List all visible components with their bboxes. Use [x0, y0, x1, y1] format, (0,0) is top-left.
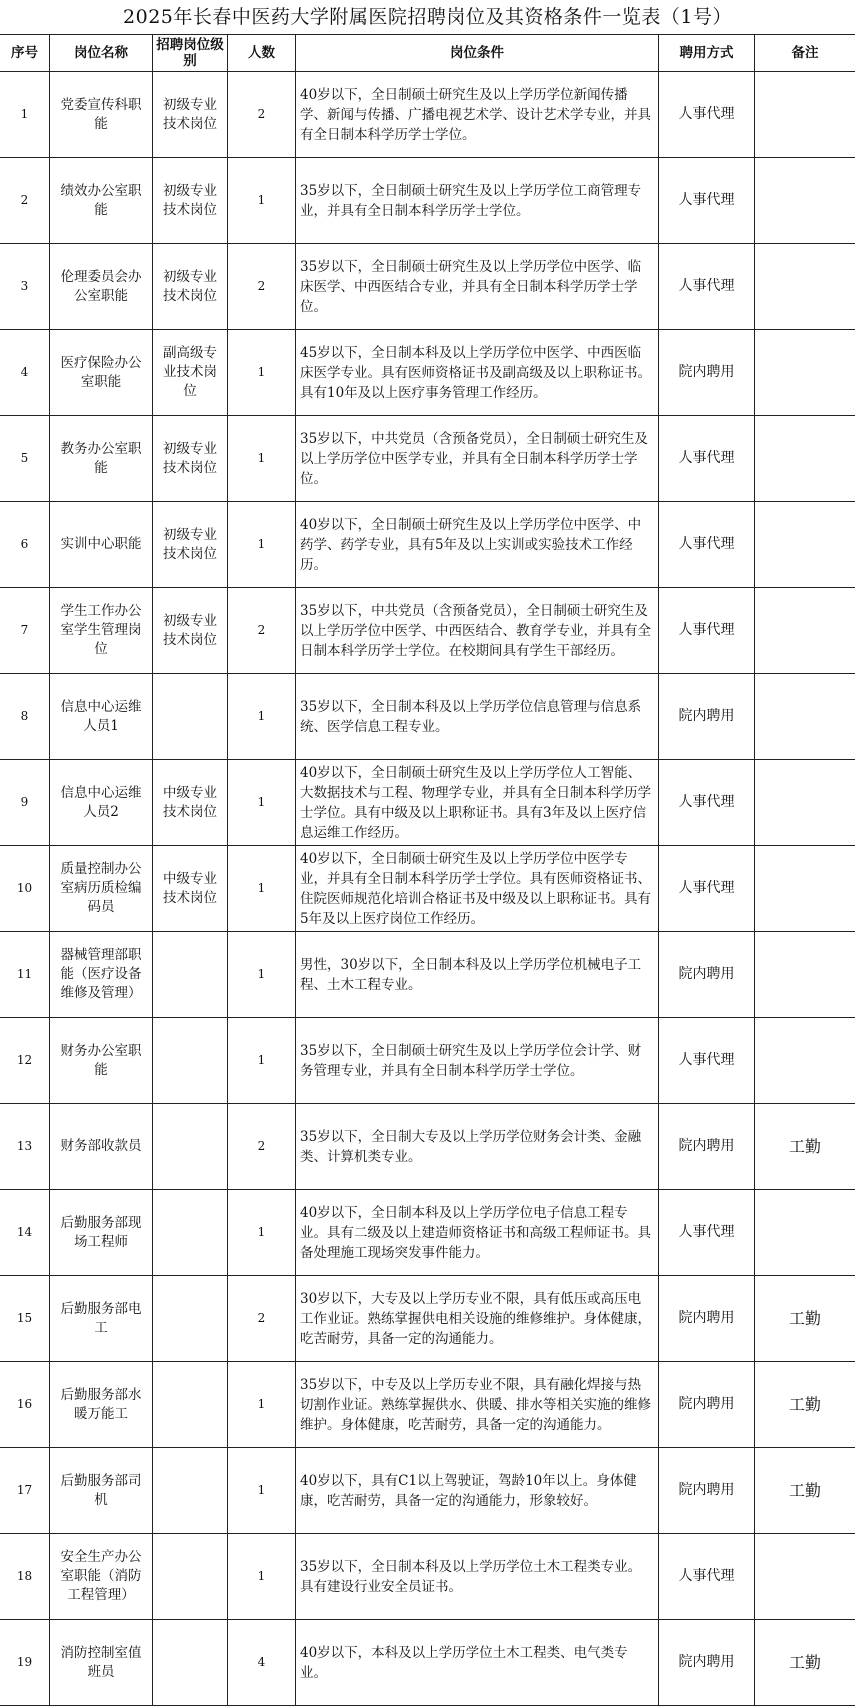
row-number-cell: 19: [0, 1620, 50, 1706]
note-cell: [755, 932, 855, 1018]
position-level-cell: 初级专业技术岗位: [153, 416, 228, 502]
position-name-cell: 实训中心职能: [50, 502, 153, 588]
note-cell: [755, 244, 855, 330]
employment-method-cell: 人事代理: [659, 244, 755, 330]
employment-method-cell: 人事代理: [659, 846, 755, 932]
employment-method-cell: 人事代理: [659, 1534, 755, 1620]
employment-method-cell: 人事代理: [659, 1018, 755, 1104]
table-row: [0, 1448, 855, 1534]
header-method: 聘用方式: [659, 35, 755, 72]
headcount-cell: 1: [228, 1362, 296, 1448]
headcount-cell: 2: [228, 72, 296, 158]
table-row: [0, 72, 855, 158]
table-row: [0, 1018, 855, 1104]
position-level-cell: [153, 1620, 228, 1706]
headcount-cell: 1: [228, 1534, 296, 1620]
position-name-cell: 党委宣传科职能: [50, 72, 153, 158]
note-cell: [755, 846, 855, 932]
requirements-cell: 35岁以下，全日制硕士研究生及以上学历学位中医学、临床医学、中西医结合专业，并具有全日制本科学历学士学位。: [296, 244, 659, 330]
table-row: [0, 244, 855, 330]
table-row: [0, 674, 855, 760]
row-number-cell: 8: [0, 674, 50, 760]
employment-method-cell: 院内聘用: [659, 1362, 755, 1448]
headcount-cell: 4: [228, 1620, 296, 1706]
position-name-cell: 财务办公室职能: [50, 1018, 153, 1104]
note-cell: [755, 72, 855, 158]
position-level-cell: 初级专业技术岗位: [153, 244, 228, 330]
row-number-cell: 11: [0, 932, 50, 1018]
row-number-cell: 4: [0, 330, 50, 416]
note-cell: 工勤: [755, 1362, 855, 1448]
row-number-cell: 5: [0, 416, 50, 502]
position-name-cell: 安全生产办公室职能（消防工程管理）: [50, 1534, 153, 1620]
employment-method-cell: 院内聘用: [659, 1620, 755, 1706]
headcount-cell: 1: [228, 932, 296, 1018]
note-cell: 工勤: [755, 1448, 855, 1534]
headcount-cell: 2: [228, 1276, 296, 1362]
requirements-cell: 35岁以下，中专及以上学历专业不限，具有融化焊接与热切割作业证。熟练掌握供水、供暖、排水等相关实施的维修维护。身体健康，吃苦耐劳，具备一定的沟通能力。: [296, 1362, 659, 1448]
row-number-cell: 1: [0, 72, 50, 158]
note-cell: 工勤: [755, 1276, 855, 1362]
table-row: [0, 330, 855, 416]
table-row: [0, 1104, 855, 1190]
note-cell: [755, 674, 855, 760]
position-level-cell: [153, 1534, 228, 1620]
position-name-cell: 信息中心运维人员1: [50, 674, 153, 760]
header-no: 序号: [0, 35, 50, 72]
row-number-cell: 15: [0, 1276, 50, 1362]
position-name-cell: 器械管理部职能（医疗设备维修及管理）: [50, 932, 153, 1018]
header-position: 岗位名称: [50, 35, 153, 72]
requirements-cell: 40岁以下，全日制硕士研究生及以上学历学位新闻传播学、新闻与传播、广播电视艺术学、设计艺术学专业，并具有全日制本科学历学士学位。: [296, 72, 659, 158]
position-level-cell: [153, 1018, 228, 1104]
position-name-cell: 消防控制室值班员: [50, 1620, 153, 1706]
position-name-cell: 后勤服务部现场工程师: [50, 1190, 153, 1276]
table-row: [0, 932, 855, 1018]
headcount-cell: 1: [228, 158, 296, 244]
requirements-cell: 35岁以下，中共党员（含预备党员），全日制硕士研究生及以上学历学位中医学专业，并具有全日制本科学历学士学位。: [296, 416, 659, 502]
row-number-cell: 13: [0, 1104, 50, 1190]
headcount-cell: 2: [228, 244, 296, 330]
headcount-cell: 1: [228, 846, 296, 932]
position-level-cell: [153, 1362, 228, 1448]
position-name-cell: 后勤服务部电工: [50, 1276, 153, 1362]
table-row: [0, 1534, 855, 1620]
employment-method-cell: 人事代理: [659, 760, 755, 846]
note-cell: [755, 330, 855, 416]
note-cell: [755, 760, 855, 846]
position-level-cell: 初级专业技术岗位: [153, 158, 228, 244]
table-row: [0, 588, 855, 674]
page-title: 2025年长春中医药大学附属医院招聘岗位及其资格条件一览表（1号）: [0, 0, 855, 34]
position-level-cell: 初级专业技术岗位: [153, 502, 228, 588]
headcount-cell: 1: [228, 1448, 296, 1534]
position-name-cell: 后勤服务部司机: [50, 1448, 153, 1534]
header-count: 人数: [228, 35, 296, 72]
row-number-cell: 2: [0, 158, 50, 244]
position-level-cell: 初级专业技术岗位: [153, 588, 228, 674]
employment-method-cell: 院内聘用: [659, 932, 755, 1018]
table-row: [0, 502, 855, 588]
note-cell: [755, 416, 855, 502]
position-name-cell: 质量控制办公室病历质检编码员: [50, 846, 153, 932]
note-cell: [755, 1018, 855, 1104]
requirements-cell: 40岁以下，本科及以上学历学位土木工程类、电气类专业。: [296, 1620, 659, 1706]
position-level-cell: [153, 1190, 228, 1276]
headcount-cell: 1: [228, 502, 296, 588]
employment-method-cell: 人事代理: [659, 1190, 755, 1276]
note-cell: [755, 1534, 855, 1620]
header-level: 招聘岗位级别: [153, 35, 228, 72]
position-level-cell: [153, 932, 228, 1018]
requirements-cell: 40岁以下，全日制本科及以上学历学位电子信息工程专业。具有二级及以上建造师资格证书和高级工程师证书。具备处理施工现场突发事件能力。: [296, 1190, 659, 1276]
employment-method-cell: 院内聘用: [659, 674, 755, 760]
table-row: [0, 760, 855, 846]
note-cell: 工勤: [755, 1620, 855, 1706]
row-number-cell: 16: [0, 1362, 50, 1448]
headcount-cell: 1: [228, 416, 296, 502]
employment-method-cell: 院内聘用: [659, 1276, 755, 1362]
position-level-cell: [153, 674, 228, 760]
row-number-cell: 3: [0, 244, 50, 330]
position-name-cell: 伦理委员会办公室职能: [50, 244, 153, 330]
position-name-cell: 财务部收款员: [50, 1104, 153, 1190]
headcount-cell: 1: [228, 1190, 296, 1276]
header-note: 备注: [755, 35, 855, 72]
row-number-cell: 9: [0, 760, 50, 846]
position-name-cell: 医疗保险办公室职能: [50, 330, 153, 416]
employment-method-cell: 人事代理: [659, 416, 755, 502]
table-row: [0, 1362, 855, 1448]
position-name-cell: 后勤服务部水暖万能工: [50, 1362, 153, 1448]
table-row: [0, 158, 855, 244]
row-number-cell: 6: [0, 502, 50, 588]
note-cell: [755, 588, 855, 674]
requirements-cell: 30岁以下，大专及以上学历专业不限，具有低压或高压电工作业证。熟练掌握供电相关设施的维修维护。身体健康，吃苦耐劳，具备一定的沟通能力。: [296, 1276, 659, 1362]
employment-method-cell: 人事代理: [659, 588, 755, 674]
employment-method-cell: 院内聘用: [659, 330, 755, 416]
requirements-cell: 35岁以下，全日制硕士研究生及以上学历学位会计学、财务管理专业，并具有全日制本科学历学士学位。: [296, 1018, 659, 1104]
requirements-cell: 40岁以下，具有C1以上驾驶证，驾龄10年以上。身体健康，吃苦耐劳，具备一定的沟通能力，形象较好。: [296, 1448, 659, 1534]
employment-method-cell: 人事代理: [659, 158, 755, 244]
position-name-cell: 教务办公室职能: [50, 416, 153, 502]
row-number-cell: 14: [0, 1190, 50, 1276]
table-row: [0, 1190, 855, 1276]
table-row: [0, 846, 855, 932]
position-name-cell: 信息中心运维人员2: [50, 760, 153, 846]
position-level-cell: [153, 1104, 228, 1190]
table-row: [0, 416, 855, 502]
position-level-cell: 副高级专业技术岗位: [153, 330, 228, 416]
recruitment-table: [0, 34, 855, 1706]
note-cell: 工勤: [755, 1104, 855, 1190]
requirements-cell: 35岁以下，中共党员（含预备党员），全日制硕士研究生及以上学历学位中医学、中西医结合、教育学专业，并具有全日制本科学历学士学位。在校期间具有学生干部经历。: [296, 588, 659, 674]
employment-method-cell: 院内聘用: [659, 1104, 755, 1190]
headcount-cell: 1: [228, 760, 296, 846]
requirements-cell: 男性，30岁以下，全日制本科及以上学历学位机械电子工程、土木工程专业。: [296, 932, 659, 1018]
headcount-cell: 1: [228, 674, 296, 760]
requirements-cell: 35岁以下，全日制大专及以上学历学位财务会计类、金融类、计算机类专业。: [296, 1104, 659, 1190]
position-level-cell: [153, 1448, 228, 1534]
header-requirements: 岗位条件: [296, 35, 659, 72]
position-name-cell: 绩效办公室职能: [50, 158, 153, 244]
employment-method-cell: 院内聘用: [659, 1448, 755, 1534]
employment-method-cell: 人事代理: [659, 502, 755, 588]
requirements-cell: 40岁以下，全日制硕士研究生及以上学历学位中医学专业，并具有全日制本科学历学士学位。具有医师资格证书、住院医师规范化培训合格证书及中级及以上职称证书。具有5年及以上医疗岗位工作经历。: [296, 846, 659, 932]
position-level-cell: 初级专业技术岗位: [153, 72, 228, 158]
row-number-cell: 18: [0, 1534, 50, 1620]
note-cell: [755, 502, 855, 588]
headcount-cell: 1: [228, 330, 296, 416]
requirements-cell: 35岁以下，全日制硕士研究生及以上学历学位工商管理专业，并具有全日制本科学历学士学位。: [296, 158, 659, 244]
header-row: [0, 35, 855, 72]
headcount-cell: 2: [228, 588, 296, 674]
requirements-cell: 35岁以下，全日制本科及以上学历学位土木工程类专业。具有建设行业安全员证书。: [296, 1534, 659, 1620]
position-level-cell: 中级专业技术岗位: [153, 846, 228, 932]
position-level-cell: [153, 1276, 228, 1362]
headcount-cell: 1: [228, 1018, 296, 1104]
row-number-cell: 7: [0, 588, 50, 674]
table-row: [0, 1620, 855, 1706]
note-cell: [755, 1190, 855, 1276]
position-name-cell: 学生工作办公室学生管理岗位: [50, 588, 153, 674]
requirements-cell: 45岁以下，全日制本科及以上学历学位中医学、中西医临床医学专业。具有医师资格证书及副高级及以上职称证书。具有10年及以上医疗事务管理工作经历。: [296, 330, 659, 416]
requirements-cell: 35岁以下，全日制本科及以上学历学位信息管理与信息系统、医学信息工程专业。: [296, 674, 659, 760]
employment-method-cell: 人事代理: [659, 72, 755, 158]
row-number-cell: 10: [0, 846, 50, 932]
note-cell: [755, 158, 855, 244]
table-row: [0, 1276, 855, 1362]
row-number-cell: 17: [0, 1448, 50, 1534]
requirements-cell: 40岁以下，全日制硕士研究生及以上学历学位中医学、中药学、药学专业，具有5年及以上实训或实验技术工作经历。: [296, 502, 659, 588]
position-level-cell: 中级专业技术岗位: [153, 760, 228, 846]
headcount-cell: 2: [228, 1104, 296, 1190]
row-number-cell: 12: [0, 1018, 50, 1104]
requirements-cell: 40岁以下，全日制硕士研究生及以上学历学位人工智能、大数据技术与工程、物理学专业，并具有全日制本科学历学士学位。具有中级及以上职称证书。具有3年及以上医疗信息运维工作经历。: [296, 760, 659, 846]
table-body: [0, 72, 855, 1706]
